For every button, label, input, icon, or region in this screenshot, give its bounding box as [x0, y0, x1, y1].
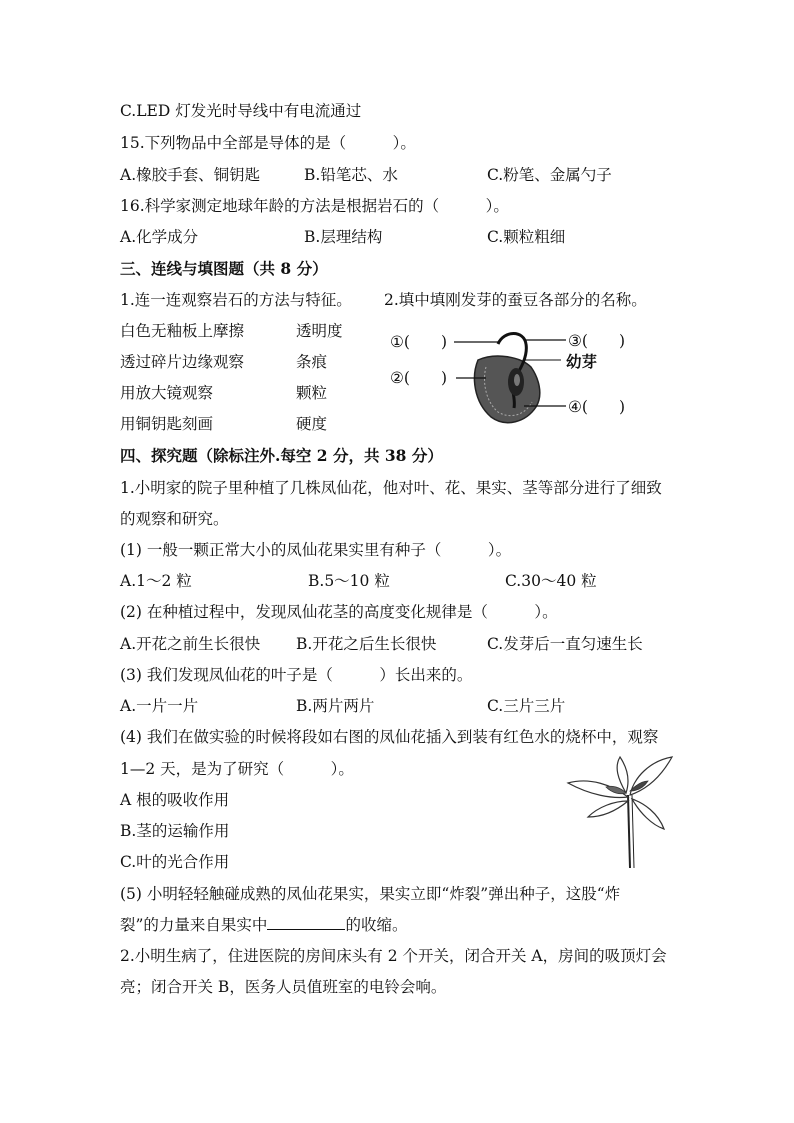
q1-sub1: (1) 一般一颗正常大小的凤仙花果实里有种子（ ）。	[120, 541, 512, 559]
q1-sub5-line1: (5) 小明轻轻触碰成熟的凤仙花果实，果实立即“炸裂”弹出种子，这股“炸	[120, 885, 621, 903]
q16-question: 16.科学家测定地球年龄的方法是根据岩石的（ ）。	[120, 197, 509, 215]
q1-sub2-option-c: C.发芽后一直匀速生长	[487, 635, 643, 653]
q1-sub3: (3) 我们发现凤仙花的叶子是（ ）长出来的。	[120, 666, 473, 684]
q1-sub3-option-c: C.三片三片	[487, 697, 566, 715]
match-method-3: 用放大镜观察	[120, 384, 214, 402]
q1-sub2: (2) 在种植过程中，发现凤仙花茎的高度变化规律是（ ）。	[120, 603, 558, 621]
impatiens-stem-illustration	[562, 755, 682, 870]
q14-option-c: C.LED 灯发光时导线中有电流通过	[120, 102, 362, 120]
q1-intro-line2: 的观察和研究。	[120, 510, 229, 528]
q1-sub4-option-c: C.叶的光合作用	[120, 853, 230, 871]
q1-sub4-option-b: B.茎的运输作用	[120, 822, 230, 840]
q1-sub5-text-after: 的收缩。	[345, 916, 408, 934]
section-3-heading: 三、连线与填图题（共 8 分）	[120, 259, 328, 278]
seed-label-1: ①( )	[390, 333, 447, 351]
match-method-2: 透过碎片边缘观察	[120, 353, 245, 371]
seed-label-4: ④( )	[568, 398, 625, 416]
q16-option-b: B.层理结构	[304, 228, 383, 246]
q1-sub1-option-c: C.30～40 粒	[505, 572, 597, 590]
match-feature-3: 颗粒	[296, 384, 328, 402]
match-method-1: 白色无釉板上摩擦	[120, 322, 245, 340]
q16-option-a: A.化学成分	[120, 228, 199, 246]
q1-sub5-text-before: 裂”的力量来自果实中	[120, 916, 268, 934]
q1-sub3-option-a: A.一片一片	[120, 697, 199, 715]
q1-sub4-line2: 1—2 天，是为了研究（ ）。	[120, 760, 354, 778]
q1-sub5-line2	[120, 914, 407, 936]
q1-sub2-option-b: B.开花之后生长很快	[296, 635, 437, 653]
match-feature-4: 硬度	[296, 415, 328, 433]
q2-line1: 2.小明生病了，住进医院的房间床头有 2 个开关，闭合开关 A，房间的吸顶灯会	[120, 947, 667, 965]
q1-intro-line1: 1.小明家的院子里种植了几株凤仙花，他对叶、花、果实、茎等部分进行了细致	[120, 479, 662, 497]
q1-sub1-option-b: B.5～10 粒	[308, 572, 390, 590]
plant-figure	[562, 755, 682, 870]
seed-instruction: 2.填中填刚发芽的蚕豆各部分的名称。	[384, 291, 647, 309]
q15-question: 15.下列物品中全部是导体的是（ ）。	[120, 134, 416, 152]
match-method-4: 用铜钥匙刻画	[120, 415, 214, 433]
q2-line2: 亮；闭合开关 B，医务人员值班室的电铃会响。	[120, 978, 447, 996]
seed-label-2: ②( )	[390, 369, 447, 387]
section-4-heading: 四、探究题（除标注外.每空 2 分，共 38 分）	[120, 446, 443, 465]
seed-figure	[386, 322, 646, 432]
q15-option-c: C.粉笔、金属勺子	[487, 166, 612, 184]
q16-option-c: C.颗粒粗细	[487, 228, 566, 246]
seed-label-bud: 幼芽	[566, 352, 598, 371]
seed-label-3: ③( )	[568, 332, 625, 350]
q1-sub4-option-a: A 根的吸收作用	[120, 791, 230, 809]
q1-sub1-option-a: A.1～2 粒	[120, 572, 192, 590]
matching-instruction: 1.连一连观察岩石的方法与特征。	[120, 291, 352, 309]
match-feature-2: 条痕	[296, 353, 328, 371]
q15-option-a: A.橡胶手套、铜钥匙	[120, 166, 261, 184]
q1-sub4-line1: (4) 我们在做实验的时候将段如右图的凤仙花插入到装有红色水的烧杯中，观察	[120, 728, 659, 746]
q15-option-b: B.铅笔芯、水	[304, 166, 398, 184]
q1-sub3-option-b: B.两片两片	[296, 697, 375, 715]
match-feature-1: 透明度	[296, 322, 343, 340]
q1-sub2-option-a: A.开花之前生长很快	[120, 635, 261, 653]
q1-sub5-blank[interactable]	[267, 915, 345, 930]
